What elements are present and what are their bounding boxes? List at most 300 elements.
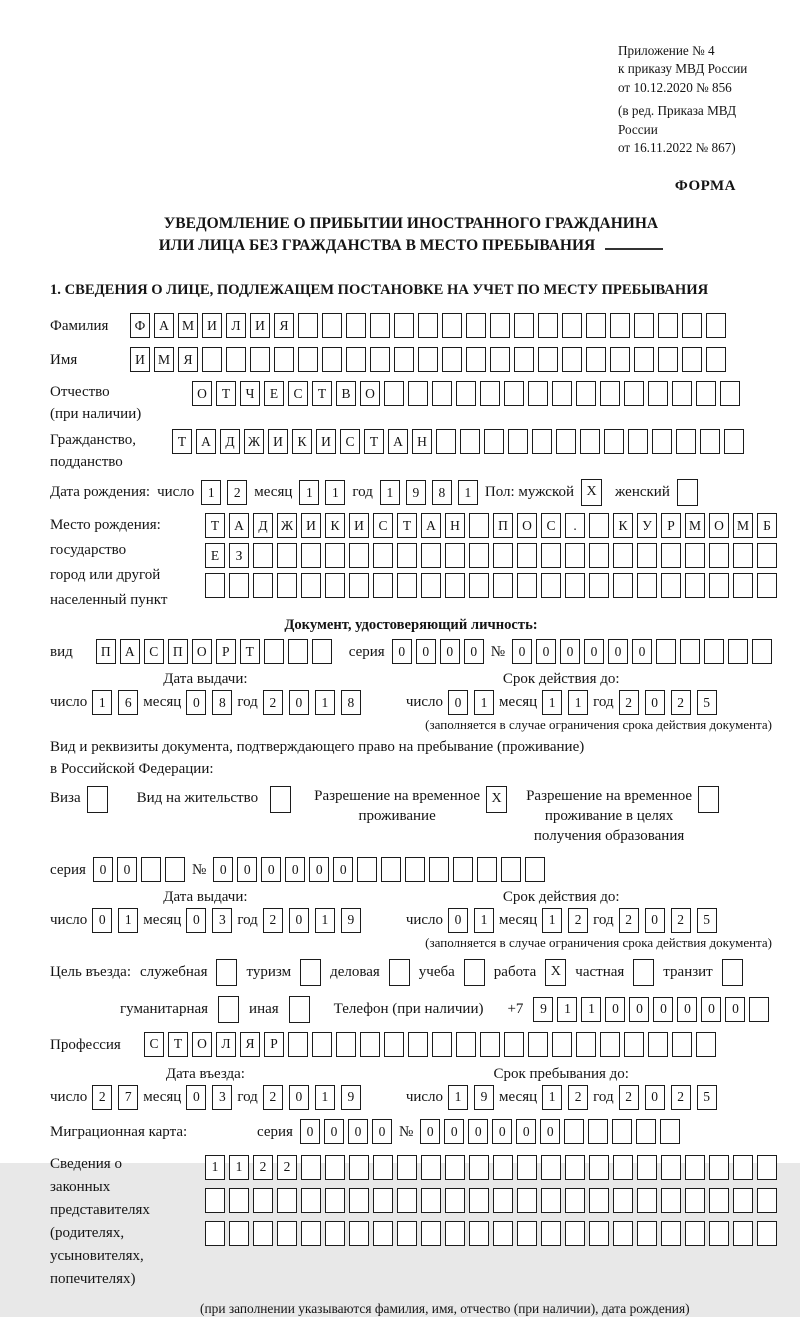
surname-char-boxes[interactable] [130,313,726,338]
birth-year-box[interactable]: 9 [406,480,426,505]
given-name-char-box[interactable] [274,347,294,372]
birth-place-char-box[interactable] [373,543,393,568]
birth-year-box[interactable]: 8 [432,480,452,505]
birth-place-char-box[interactable] [589,513,609,538]
birth-place-char-box[interactable] [469,573,489,598]
given-name-char-box[interactable] [538,347,558,372]
issue-day-box[interactable]: 1 [118,908,138,933]
representatives-char-box[interactable] [301,1155,321,1180]
representatives-char-box[interactable] [733,1221,753,1246]
citizenship-char-box[interactable] [676,429,696,454]
birth-place-char-box[interactable]: Б [757,513,777,538]
purpose-work-checkbox[interactable] [545,959,566,986]
issue-month-box[interactable]: 0 [186,690,206,715]
birth-place-char-box[interactable] [517,543,537,568]
visa-box[interactable] [87,786,108,813]
citizenship-char-box[interactable]: К [292,429,312,454]
representatives-char-box[interactable] [757,1188,777,1213]
purpose-business-checkbox[interactable] [389,959,410,986]
stay-year-boxes[interactable] [619,1085,717,1110]
birth-place-char-box[interactable] [301,543,321,568]
birth-place-char-box[interactable] [469,543,489,568]
patronymic-char-box[interactable] [552,381,572,406]
expiry-year-box[interactable]: 0 [645,690,665,715]
representatives-char-box[interactable] [445,1155,465,1180]
representatives-char-box[interactable] [661,1188,681,1213]
expiry-year-box[interactable]: 0 [645,908,665,933]
patronymic-char-box[interactable] [648,381,668,406]
entry-month-boxes[interactable] [186,1085,232,1110]
representatives-char-box[interactable] [301,1221,321,1246]
identity-doc-series-boxes[interactable] [392,639,484,664]
residence-permit-checkbox[interactable] [270,786,291,813]
migration-card-number-box[interactable] [612,1119,632,1144]
phone-char-box[interactable]: 0 [605,997,625,1022]
surname-char-box[interactable] [562,313,582,338]
representatives-char-box[interactable] [637,1221,657,1246]
surname-char-box[interactable] [442,313,462,338]
birth-year-box[interactable]: 1 [458,480,478,505]
representatives-char-box[interactable] [277,1188,297,1213]
purpose-humanitarian-box[interactable] [218,996,239,1023]
birth-place-char-box[interactable] [445,573,465,598]
profession-char-box[interactable] [504,1032,524,1057]
patronymic-char-box[interactable] [480,381,500,406]
birth-place-char-box[interactable] [277,573,297,598]
profession-char-box[interactable] [648,1032,668,1057]
issue-day-box[interactable]: 1 [92,690,112,715]
representatives-char-box[interactable] [445,1188,465,1213]
birth-place-char-box[interactable] [397,543,417,568]
citizenship-char-box[interactable]: Ж [244,429,264,454]
entry-year-box[interactable]: 2 [263,1085,283,1110]
profession-char-box[interactable] [408,1032,428,1057]
purpose-official-box[interactable] [216,959,237,986]
representatives-row1-boxes[interactable] [205,1155,777,1180]
representatives-char-box[interactable] [565,1155,585,1180]
representatives-char-box[interactable] [541,1155,561,1180]
representatives-char-box[interactable] [709,1221,729,1246]
purpose-tourism-checkbox[interactable] [300,959,321,986]
given-name-char-box[interactable] [298,347,318,372]
birth-place-char-box[interactable] [469,513,489,538]
profession-char-boxes[interactable] [144,1032,716,1057]
profession-char-box[interactable] [384,1032,404,1057]
representatives-char-box[interactable] [709,1155,729,1180]
identity-doc-type-box[interactable] [288,639,308,664]
representatives-row3-boxes[interactable] [205,1221,777,1246]
birth-place-char-box[interactable] [613,543,633,568]
birth-place-char-box[interactable]: М [685,513,705,538]
birth-place-char-box[interactable] [493,573,513,598]
patronymic-char-box[interactable] [720,381,740,406]
profession-char-box[interactable] [312,1032,332,1057]
phone-char-box[interactable]: 1 [581,997,601,1022]
issue-year-box[interactable]: 2 [263,690,283,715]
citizenship-char-box[interactable] [436,429,456,454]
representatives-char-box[interactable] [613,1221,633,1246]
migration-card-number-box[interactable]: 0 [444,1119,464,1144]
citizenship-char-box[interactable] [628,429,648,454]
birth-place-char-box[interactable] [589,573,609,598]
stay-year-box[interactable]: 2 [619,1085,639,1110]
stay-day-box[interactable]: 9 [474,1085,494,1110]
phone-char-boxes[interactable] [533,997,769,1022]
expiry-day-box[interactable]: 0 [448,690,468,715]
patronymic-char-box[interactable]: Т [216,381,236,406]
citizenship-char-box[interactable]: Д [220,429,240,454]
birth-month-box[interactable]: 1 [325,480,345,505]
birth-place-char-box[interactable] [253,543,273,568]
birth-place-char-box[interactable] [421,573,441,598]
surname-char-box[interactable] [370,313,390,338]
issue-year-box[interactable]: 0 [289,690,309,715]
purpose-official-checkbox[interactable] [216,959,237,986]
birth-place-char-box[interactable]: О [709,513,729,538]
representatives-char-box[interactable]: 1 [205,1155,225,1180]
profession-char-box[interactable] [456,1032,476,1057]
given-name-char-box[interactable] [466,347,486,372]
birth-place-char-box[interactable]: . [565,513,585,538]
issue-year-box[interactable]: 8 [341,690,361,715]
representatives-char-box[interactable] [421,1188,441,1213]
expiry-day-box[interactable]: 0 [448,908,468,933]
entry-month-box[interactable]: 0 [186,1085,206,1110]
phone-char-box[interactable]: 0 [725,997,745,1022]
issue-year-box[interactable]: 2 [263,908,283,933]
edu-residence-box[interactable] [698,786,719,813]
phone-char-box[interactable]: 0 [701,997,721,1022]
residence-doc-number-box[interactable] [477,857,497,882]
migration-card-number-box[interactable] [660,1119,680,1144]
birth-place-char-box[interactable]: Т [397,513,417,538]
profession-char-box[interactable] [288,1032,308,1057]
identity-doc-type-boxes[interactable] [96,639,332,664]
birth-place-char-box[interactable] [541,543,561,568]
surname-char-box[interactable] [394,313,414,338]
edu-residence-checkbox[interactable] [698,786,719,813]
phone-char-box[interactable]: 0 [677,997,697,1022]
representatives-char-box[interactable] [661,1221,681,1246]
representatives-char-box[interactable] [565,1188,585,1213]
citizenship-char-box[interactable] [652,429,672,454]
given-name-char-box[interactable] [610,347,630,372]
expiry-year-box[interactable]: 2 [619,690,639,715]
residence-doc-number-box[interactable] [381,857,401,882]
patronymic-char-boxes[interactable] [192,381,740,406]
representatives-char-box[interactable] [205,1221,225,1246]
birth-place-char-box[interactable]: П [493,513,513,538]
birth-place-char-box[interactable]: К [325,513,345,538]
birth-place-char-box[interactable]: А [421,513,441,538]
given-name-char-box[interactable] [514,347,534,372]
birth-place-char-box[interactable]: М [733,513,753,538]
sex-female-box[interactable] [677,479,698,506]
stay-month-box[interactable]: 1 [542,1085,562,1110]
birth-place-char-box[interactable] [589,543,609,568]
representatives-char-box[interactable] [349,1221,369,1246]
migration-card-number-box[interactable]: 0 [516,1119,536,1144]
given-name-char-box[interactable] [346,347,366,372]
birth-place-char-box[interactable] [733,573,753,598]
representatives-char-box[interactable] [325,1155,345,1180]
profession-char-box[interactable]: Я [240,1032,260,1057]
purpose-transit-box[interactable] [722,959,743,986]
profession-char-box[interactable]: Т [168,1032,188,1057]
surname-char-box[interactable] [586,313,606,338]
representatives-char-box[interactable] [757,1221,777,1246]
purpose-other-box[interactable] [289,996,310,1023]
patronymic-char-box[interactable] [672,381,692,406]
birth-place-char-box[interactable] [229,573,249,598]
sex-male-checkbox[interactable] [581,479,602,506]
citizenship-char-box[interactable]: А [388,429,408,454]
birth-place-char-box[interactable] [637,573,657,598]
birth-place-char-box[interactable] [565,543,585,568]
representatives-char-box[interactable] [229,1188,249,1213]
patronymic-char-box[interactable]: С [288,381,308,406]
citizenship-char-box[interactable] [484,429,504,454]
surname-char-box[interactable] [346,313,366,338]
surname-char-box[interactable] [682,313,702,338]
citizenship-char-box[interactable] [604,429,624,454]
profession-char-box[interactable] [624,1032,644,1057]
phone-char-box[interactable]: 0 [629,997,649,1022]
identity-doc-type-box[interactable]: Т [240,639,260,664]
citizenship-char-box[interactable]: Т [172,429,192,454]
profession-char-box[interactable] [696,1032,716,1057]
identity-issue-year-boxes[interactable] [263,690,361,715]
identity-doc-type-box[interactable]: О [192,639,212,664]
residence-doc-number-box[interactable]: 0 [309,857,329,882]
representatives-char-box[interactable] [373,1188,393,1213]
residence-doc-series-box[interactable]: 0 [117,857,137,882]
identity-doc-number-box[interactable] [680,639,700,664]
patronymic-char-box[interactable] [432,381,452,406]
representatives-char-box[interactable]: 2 [253,1155,273,1180]
surname-char-box[interactable]: Ф [130,313,150,338]
residence-permit-box[interactable] [270,786,291,813]
given-name-char-box[interactable] [490,347,510,372]
representatives-char-box[interactable] [709,1188,729,1213]
residence-doc-number-box[interactable] [525,857,545,882]
issue-day-box[interactable]: 0 [92,908,112,933]
identity-doc-series-box[interactable]: 0 [440,639,460,664]
representatives-char-box[interactable] [397,1155,417,1180]
surname-char-box[interactable] [490,313,510,338]
issue-year-box[interactable]: 0 [289,908,309,933]
entry-month-box[interactable]: 3 [212,1085,232,1110]
identity-doc-type-box[interactable] [312,639,332,664]
given-name-char-box[interactable] [250,347,270,372]
entry-year-box[interactable]: 0 [289,1085,309,1110]
sex-male-box[interactable]: X [581,479,602,506]
birth-place-char-box[interactable] [685,573,705,598]
representatives-char-box[interactable] [733,1155,753,1180]
surname-char-box[interactable] [514,313,534,338]
given-name-char-box[interactable] [634,347,654,372]
stay-year-box[interactable]: 0 [645,1085,665,1110]
citizenship-char-box[interactable] [556,429,576,454]
stay-month-boxes[interactable] [542,1085,588,1110]
residence-doc-number-box[interactable]: 0 [285,857,305,882]
representatives-char-box[interactable] [301,1188,321,1213]
profession-char-box[interactable]: Р [264,1032,284,1057]
residence-doc-series-box[interactable] [165,857,185,882]
purpose-humanitarian-checkbox[interactable] [218,996,239,1023]
birth-day-box[interactable]: 1 [201,480,221,505]
surname-char-box[interactable] [634,313,654,338]
given-name-char-boxes[interactable] [130,347,726,372]
profession-char-box[interactable]: Л [216,1032,236,1057]
surname-char-box[interactable] [298,313,318,338]
profession-char-box[interactable] [672,1032,692,1057]
patronymic-char-box[interactable] [528,381,548,406]
purpose-study-box[interactable] [464,959,485,986]
purpose-other-checkbox[interactable] [289,996,310,1023]
residence-doc-number-box[interactable]: 0 [333,857,353,882]
residence-issue-month-boxes[interactable] [186,908,232,933]
representatives-char-box[interactable] [373,1221,393,1246]
birth-place-char-box[interactable] [565,573,585,598]
representatives-char-box[interactable] [685,1221,705,1246]
representatives-char-box[interactable] [613,1155,633,1180]
residence-doc-number-box[interactable] [453,857,473,882]
citizenship-char-box[interactable] [532,429,552,454]
purpose-study-checkbox[interactable] [464,959,485,986]
expiry-month-box[interactable]: 1 [542,908,562,933]
expiry-year-box[interactable]: 2 [619,908,639,933]
surname-char-box[interactable]: Л [226,313,246,338]
birth-place-row3-boxes[interactable] [205,573,777,598]
birth-month-box[interactable]: 1 [299,480,319,505]
birth-place-row2-boxes[interactable] [205,543,777,568]
residence-doc-number-box[interactable] [501,857,521,882]
identity-issue-day-boxes[interactable] [92,690,138,715]
representatives-char-box[interactable] [541,1221,561,1246]
citizenship-char-box[interactable]: И [268,429,288,454]
migration-card-number-box[interactable] [636,1119,656,1144]
entry-day-boxes[interactable] [92,1085,138,1110]
purpose-private-checkbox[interactable] [633,959,654,986]
representatives-char-box[interactable] [205,1188,225,1213]
residence-doc-number-box[interactable]: 0 [261,857,281,882]
representatives-char-box[interactable] [397,1221,417,1246]
identity-doc-number-box[interactable]: 0 [632,639,652,664]
birth-place-char-box[interactable] [613,573,633,598]
expiry-day-box[interactable]: 1 [474,690,494,715]
birth-place-char-box[interactable] [325,543,345,568]
surname-char-box[interactable]: И [202,313,222,338]
given-name-char-box[interactable]: М [154,347,174,372]
birth-place-char-box[interactable] [445,543,465,568]
migration-card-series-box[interactable]: 0 [324,1119,344,1144]
sex-female-checkbox[interactable] [677,479,698,506]
migration-card-number-box[interactable]: 0 [420,1119,440,1144]
representatives-char-box[interactable] [493,1188,513,1213]
issue-year-box[interactable]: 9 [341,908,361,933]
identity-doc-number-box[interactable]: 0 [536,639,556,664]
citizenship-char-box[interactable]: Н [412,429,432,454]
patronymic-char-box[interactable]: В [336,381,356,406]
residence-doc-number-box[interactable] [405,857,425,882]
citizenship-char-box[interactable] [724,429,744,454]
representatives-char-box[interactable] [637,1155,657,1180]
birth-place-char-box[interactable]: О [517,513,537,538]
birth-place-char-box[interactable] [325,573,345,598]
representatives-char-box[interactable] [253,1188,273,1213]
patronymic-char-box[interactable] [696,381,716,406]
birth-place-char-box[interactable] [373,573,393,598]
representatives-char-box[interactable] [589,1155,609,1180]
citizenship-char-box[interactable] [460,429,480,454]
identity-doc-type-box[interactable]: Р [216,639,236,664]
representatives-char-box[interactable] [685,1155,705,1180]
birth-place-char-box[interactable]: И [349,513,369,538]
identity-expiry-day-boxes[interactable] [448,690,494,715]
birth-place-char-box[interactable] [349,543,369,568]
birth-place-char-box[interactable]: С [373,513,393,538]
given-name-char-box[interactable] [418,347,438,372]
representatives-char-box[interactable] [373,1155,393,1180]
given-name-char-box[interactable] [586,347,606,372]
birth-place-char-box[interactable] [493,543,513,568]
representatives-char-box[interactable] [349,1188,369,1213]
representatives-char-box[interactable] [613,1188,633,1213]
surname-char-box[interactable]: И [250,313,270,338]
birth-place-char-box[interactable] [709,573,729,598]
patronymic-char-box[interactable] [504,381,524,406]
birth-place-char-box[interactable]: К [613,513,633,538]
entry-year-box[interactable]: 9 [341,1085,361,1110]
residence-expiry-month-boxes[interactable] [542,908,588,933]
birth-day-boxes[interactable] [201,480,247,505]
identity-issue-month-boxes[interactable] [186,690,232,715]
migration-card-series-box[interactable]: 0 [348,1119,368,1144]
expiry-year-box[interactable]: 5 [697,908,717,933]
given-name-char-box[interactable] [706,347,726,372]
temp-residence-box[interactable]: X [486,786,507,813]
stay-day-box[interactable]: 1 [448,1085,468,1110]
residence-doc-series-box[interactable]: 0 [93,857,113,882]
issue-month-box[interactable]: 3 [212,908,232,933]
birth-place-char-box[interactable] [349,573,369,598]
representatives-char-box[interactable] [397,1188,417,1213]
given-name-char-box[interactable]: И [130,347,150,372]
surname-char-box[interactable] [610,313,630,338]
stay-day-boxes[interactable] [448,1085,494,1110]
surname-char-box[interactable] [538,313,558,338]
identity-doc-type-box[interactable]: С [144,639,164,664]
residence-expiry-day-boxes[interactable] [448,908,494,933]
birth-place-char-box[interactable] [661,543,681,568]
surname-char-box[interactable] [706,313,726,338]
birth-place-char-box[interactable] [277,543,297,568]
birth-place-char-box[interactable]: У [637,513,657,538]
issue-month-box[interactable]: 0 [186,908,206,933]
entry-year-box[interactable]: 1 [315,1085,335,1110]
migration-card-number-box[interactable]: 0 [468,1119,488,1144]
citizenship-char-box[interactable] [700,429,720,454]
expiry-month-box[interactable]: 2 [568,908,588,933]
identity-doc-type-box[interactable]: П [96,639,116,664]
representatives-char-box[interactable] [277,1221,297,1246]
birth-place-char-box[interactable]: Н [445,513,465,538]
identity-doc-type-box[interactable]: П [168,639,188,664]
residence-issue-day-boxes[interactable] [92,908,138,933]
identity-doc-number-box[interactable] [656,639,676,664]
given-name-char-box[interactable] [202,347,222,372]
